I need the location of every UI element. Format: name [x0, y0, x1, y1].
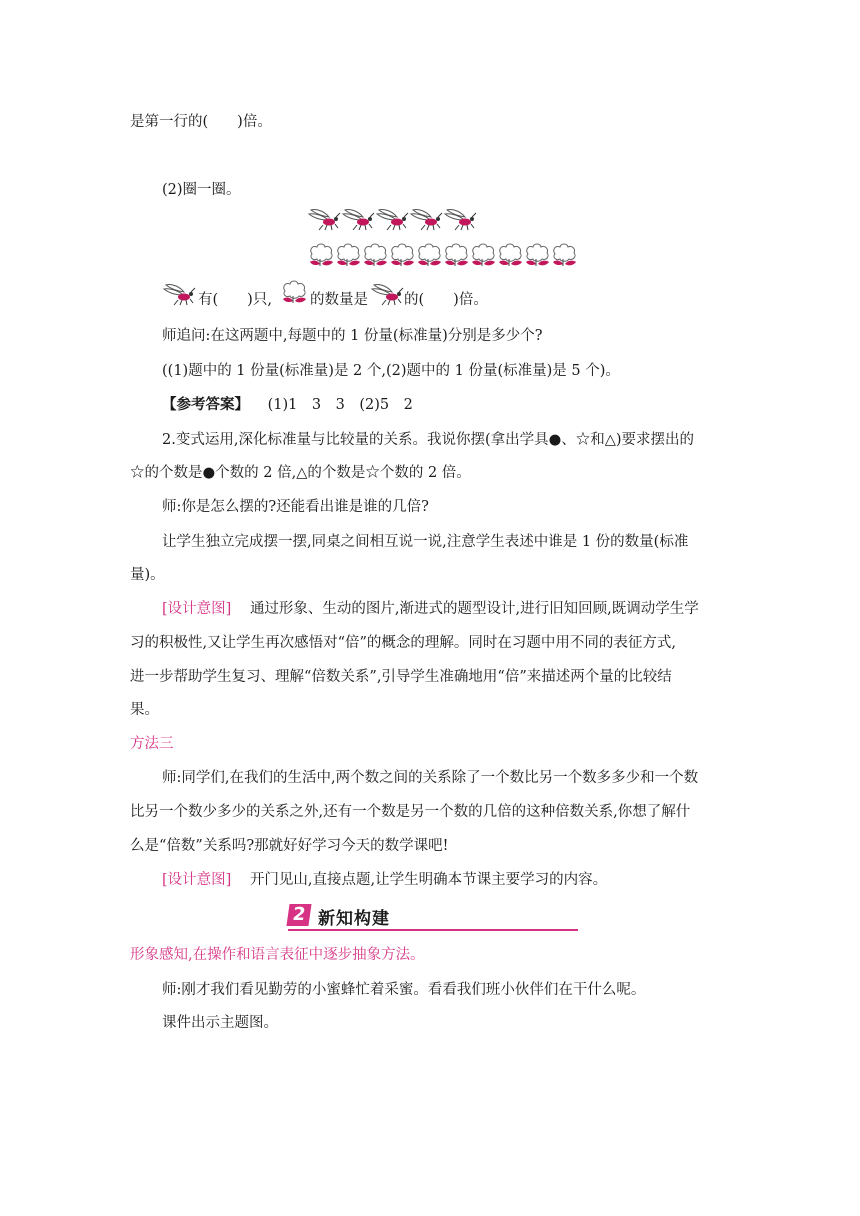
subheading: 形象感知,在操作和语言表征中逐步抽象方法。: [130, 947, 425, 963]
flower-icon: [389, 242, 416, 270]
flower-icon: [497, 242, 524, 270]
text-line: 是第一行的( )倍。: [130, 114, 272, 130]
design-intent-line: [162, 870, 607, 890]
text-line: 果。: [130, 702, 159, 718]
fill-in-text: 的数量是: [310, 292, 368, 308]
text-line: ((1)题中的 1 份量(标准量)是 2 个,(2)题中的 1 份量(标准量)是 5 个)。: [162, 363, 620, 379]
text-line: 师:你是怎么摆的?还能看出谁是谁的几倍?: [162, 499, 429, 515]
text-line: 师:刚才我们看见勤劳的小蜜蜂忙着采蜜。看看我们班小伙伴们在干什么呢。: [162, 982, 646, 998]
bee-icon: [375, 208, 409, 234]
text-line: 课件出示主题图。: [162, 1015, 278, 1031]
text-line: 师:同学们,在我们的生活中,两个数之间的关系除了一个数比另一个数多多少和一个数: [162, 770, 699, 786]
bee-icon: [341, 208, 375, 234]
section-header: [288, 900, 578, 932]
text-line: 么是“倍数”关系吗?那就好好学习今天的数学课吧!: [130, 838, 449, 854]
design-intent-line: [162, 599, 699, 619]
flower-icon: [308, 242, 335, 270]
text-line: 比另一个数少多少的关系之外,还有一个数是另一个数的几倍的这种倍数关系,你想了解什: [130, 804, 691, 820]
flower-icon: [416, 242, 443, 270]
flower-row: [308, 242, 578, 270]
text-line: 通过形象、生动的图片,渐进式的题型设计,进行旧知回顾,既调动学生学: [249, 601, 699, 617]
bee-icon: [409, 208, 443, 234]
text-line: 开门见山,直接点题,让学生明确本节课主要学习的内容。: [249, 872, 608, 888]
bee-icon: [370, 283, 404, 309]
flower-icon: [551, 242, 578, 270]
answer-label: 【参考答案】: [162, 396, 249, 413]
bee-row: [307, 208, 477, 234]
section-title: 新知构建: [318, 909, 390, 929]
text-line: 量)。: [130, 567, 165, 583]
subquestion-label: (2)圈一圈。: [162, 182, 241, 198]
flower-icon: [335, 242, 362, 270]
answer-line: [162, 395, 413, 415]
section-number: 2: [286, 904, 311, 926]
design-intent-tag: [设计意图]: [162, 872, 232, 888]
bee-icon: [162, 283, 196, 309]
flower-icon: [524, 242, 551, 270]
text-line: 2.变式运用,深化标准量与比较量的关系。我说你摆(拿出学具●、☆和△)要求摆出的: [162, 432, 695, 448]
text-line: ☆的个数是●个数的 2 倍,△的个数是☆个数的 2 倍。: [130, 465, 471, 481]
flower-icon: [281, 279, 308, 307]
text-line: 师追问:在这两题中,每题中的 1 份量(标准量)分别是多少个?: [162, 328, 543, 344]
text-line: 让学生独立完成摆一摆,同桌之间相互说一说,注意学生表述中谁是 1 份的数量(标准: [162, 534, 689, 550]
flower-icon: [443, 242, 470, 270]
flower-icon: [362, 242, 389, 270]
text-line: 习的积极性,又让学生再次感悟对“倍”的概念的理解。同时在习题中用不同的表征方式,: [130, 635, 677, 651]
answer-value: (1)1 3 3 (2)5 2: [267, 397, 413, 413]
design-intent-tag: [设计意图]: [162, 601, 232, 617]
method-heading: 方法三: [130, 736, 174, 752]
section-underline: [288, 929, 578, 931]
fill-in-text: 有( )只,: [198, 292, 272, 308]
text-line: 进一步帮助学生复习、理解“倍数关系”,引导学生准确地用“倍”来描述两个量的比较结: [130, 669, 672, 685]
fill-in-text: 的( )倍。: [404, 292, 488, 308]
bee-icon: [307, 208, 341, 234]
bee-icon: [443, 208, 477, 234]
flower-icon: [470, 242, 497, 270]
